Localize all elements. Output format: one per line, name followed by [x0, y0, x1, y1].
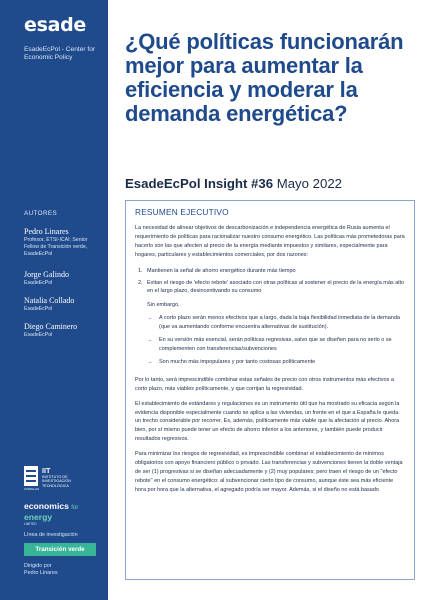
list-item-text: Evitan el riesgo de 'efecto rebote' asociado con otras políticas al sostener el precio de la energía más alto en el largo plazo, desincentivando su consumo: [147, 279, 405, 295]
author-entry: [24, 270, 102, 287]
summary-paragraph: Por lo tanto, será imprescindible combinar estas señales de precio con otros instrumentos más efectivos a corto plazo, más viables políticamente, y que corrijan la regresividad.: [135, 376, 394, 392]
author-affiliation: EsadeEcPol: [24, 280, 53, 286]
summary-intro: La necesidad de alinear objetivos de descarbonización e independencia energética de Rusia aumenta el requerimiento de políticas para racionalizar nuestro consumo energético. Las políticas más prometedoras para hacerlo son las que afecten al precio de la energía mediante impuestos y similares, especialmente para hogares, particulares y establecimientos comerciales, por dos razones:: [135, 225, 405, 258]
directed-by: [24, 563, 58, 577]
reasons-list: [135, 267, 405, 297]
author-name: Pedro Linares: [24, 227, 69, 236]
caveat-item: [135, 314, 405, 332]
list-item: [135, 279, 405, 297]
author-affiliation: Profesor, ETSI-ICAI; Senior Fellow de Transición verde, EsadeEcPol: [24, 237, 88, 258]
esade-logo: esade: [24, 14, 87, 36]
author-name: Natalia Collado: [24, 296, 75, 305]
author-affiliation: EsadeEcPol: [24, 332, 53, 338]
page-title: ¿Qué políticas funcionarán mejor para aumentar la eficiencia y moderar la demanda energética?: [125, 29, 404, 126]
iit-logo-text: IIT: [42, 466, 51, 475]
list-item: [135, 267, 405, 276]
author-affiliation: EsadeEcPol: [24, 306, 53, 312]
arrow-right-icon: →: [147, 358, 153, 365]
iit-logo: [24, 466, 104, 491]
insight-number: EsadeEcPol Insight #36: [125, 176, 274, 191]
list-item-text: Mantienen la señal de ahorro energético durante más tiempo: [147, 267, 296, 274]
caveat-item: [135, 358, 405, 367]
summary-paragraph: El establecimiento de estándares y regulaciones es un instrumento útil que ha mostrado su eficacia según la evidencia disponible especialmente cuando se aplica a las viviendas, un frente en el que a España le queda un trecho considerable por recorrer. Es, además, políticamente más viable que la afectación al precio. Ahora bien, por sí mismo puede tener un efecto de ahorro inferior a los anteriores, y también puede producir resultados regresivos.: [135, 400, 400, 443]
author-entry: [24, 227, 102, 259]
iit-logo-tag: COMILLAS: [24, 487, 40, 491]
iit-logo-subtitle: INSTITUTO DE INVESTIGACIÓN TECNOLÓGICA: [42, 475, 71, 488]
authors-heading: AUTORES: [24, 210, 58, 217]
eco-logo-for: for: [71, 505, 79, 511]
arrow-right-icon: →: [147, 315, 153, 322]
caveat-text: A corto plazo serán menos efectivos que a largo, dada la baja flexibilidad inmediata de la demanda (que va aumentando conforme encuentra alternativas de sustitución).: [159, 315, 400, 331]
list-number: 2.: [138, 279, 143, 286]
arrow-right-icon: →: [147, 337, 153, 344]
directed-by-label: Dirigido por: [24, 563, 52, 569]
insight-line: [125, 176, 342, 191]
caveat-text: En su versión más esencial, serán políticas regresivas, salvo que se diseñen para no serlo o se complementen con transferencias/subvenciones: [159, 337, 392, 352]
caveat-item: [135, 336, 405, 354]
however-label: Sin embargo,: [147, 302, 180, 309]
author-name: Diego Caminero: [24, 322, 78, 331]
summary-paragraph: Para minimizar los riesgos de regresividad, es imprescindible combinar el establecimiento de mínimos obligatorios con apoyo financiero público o privado. Las transferencias y subvenciones tienen la doble ventaja de ser (1) progresivas si se diseñan adecuadamente y (2) muy populares; pero traen el riesgo de un "efecto rebote" en el consumo energético: al subvencionar cierto tipo de consumo, aunque éste sea más eficiente hora por hora que la alternativa, el agregado podría ser mayor. Además, si el diseño no está basado: [135, 451, 403, 493]
author-name: Jorge Galindo: [24, 270, 69, 279]
summary-heading: RESUMEN EJECUTIVO: [135, 207, 229, 217]
executive-summary-box: [125, 200, 415, 580]
research-line-pill: Transición verde: [24, 543, 96, 556]
eco-logo-tag: LIMITED: [24, 522, 37, 526]
author-entry: [24, 296, 102, 313]
center-name: EsadeEcPol - Center for Economic Policy: [24, 46, 96, 62]
economics-for-energy-logo: [24, 502, 104, 526]
eco-logo-word-2: energy: [24, 512, 53, 522]
research-line-label: Línea de investigación: [24, 532, 78, 538]
insight-date: Mayo 2022: [276, 176, 342, 191]
iit-emblem-icon: [24, 466, 38, 486]
sidebar: [0, 0, 108, 600]
directed-by-name: Pedro Linares: [24, 570, 58, 576]
caveat-text: Son mucho más impopulares y por tanto costosas políticamente: [159, 358, 316, 365]
author-entry: [24, 322, 102, 339]
list-number: 1.: [138, 267, 143, 274]
eco-logo-word-1: economics: [24, 501, 69, 511]
